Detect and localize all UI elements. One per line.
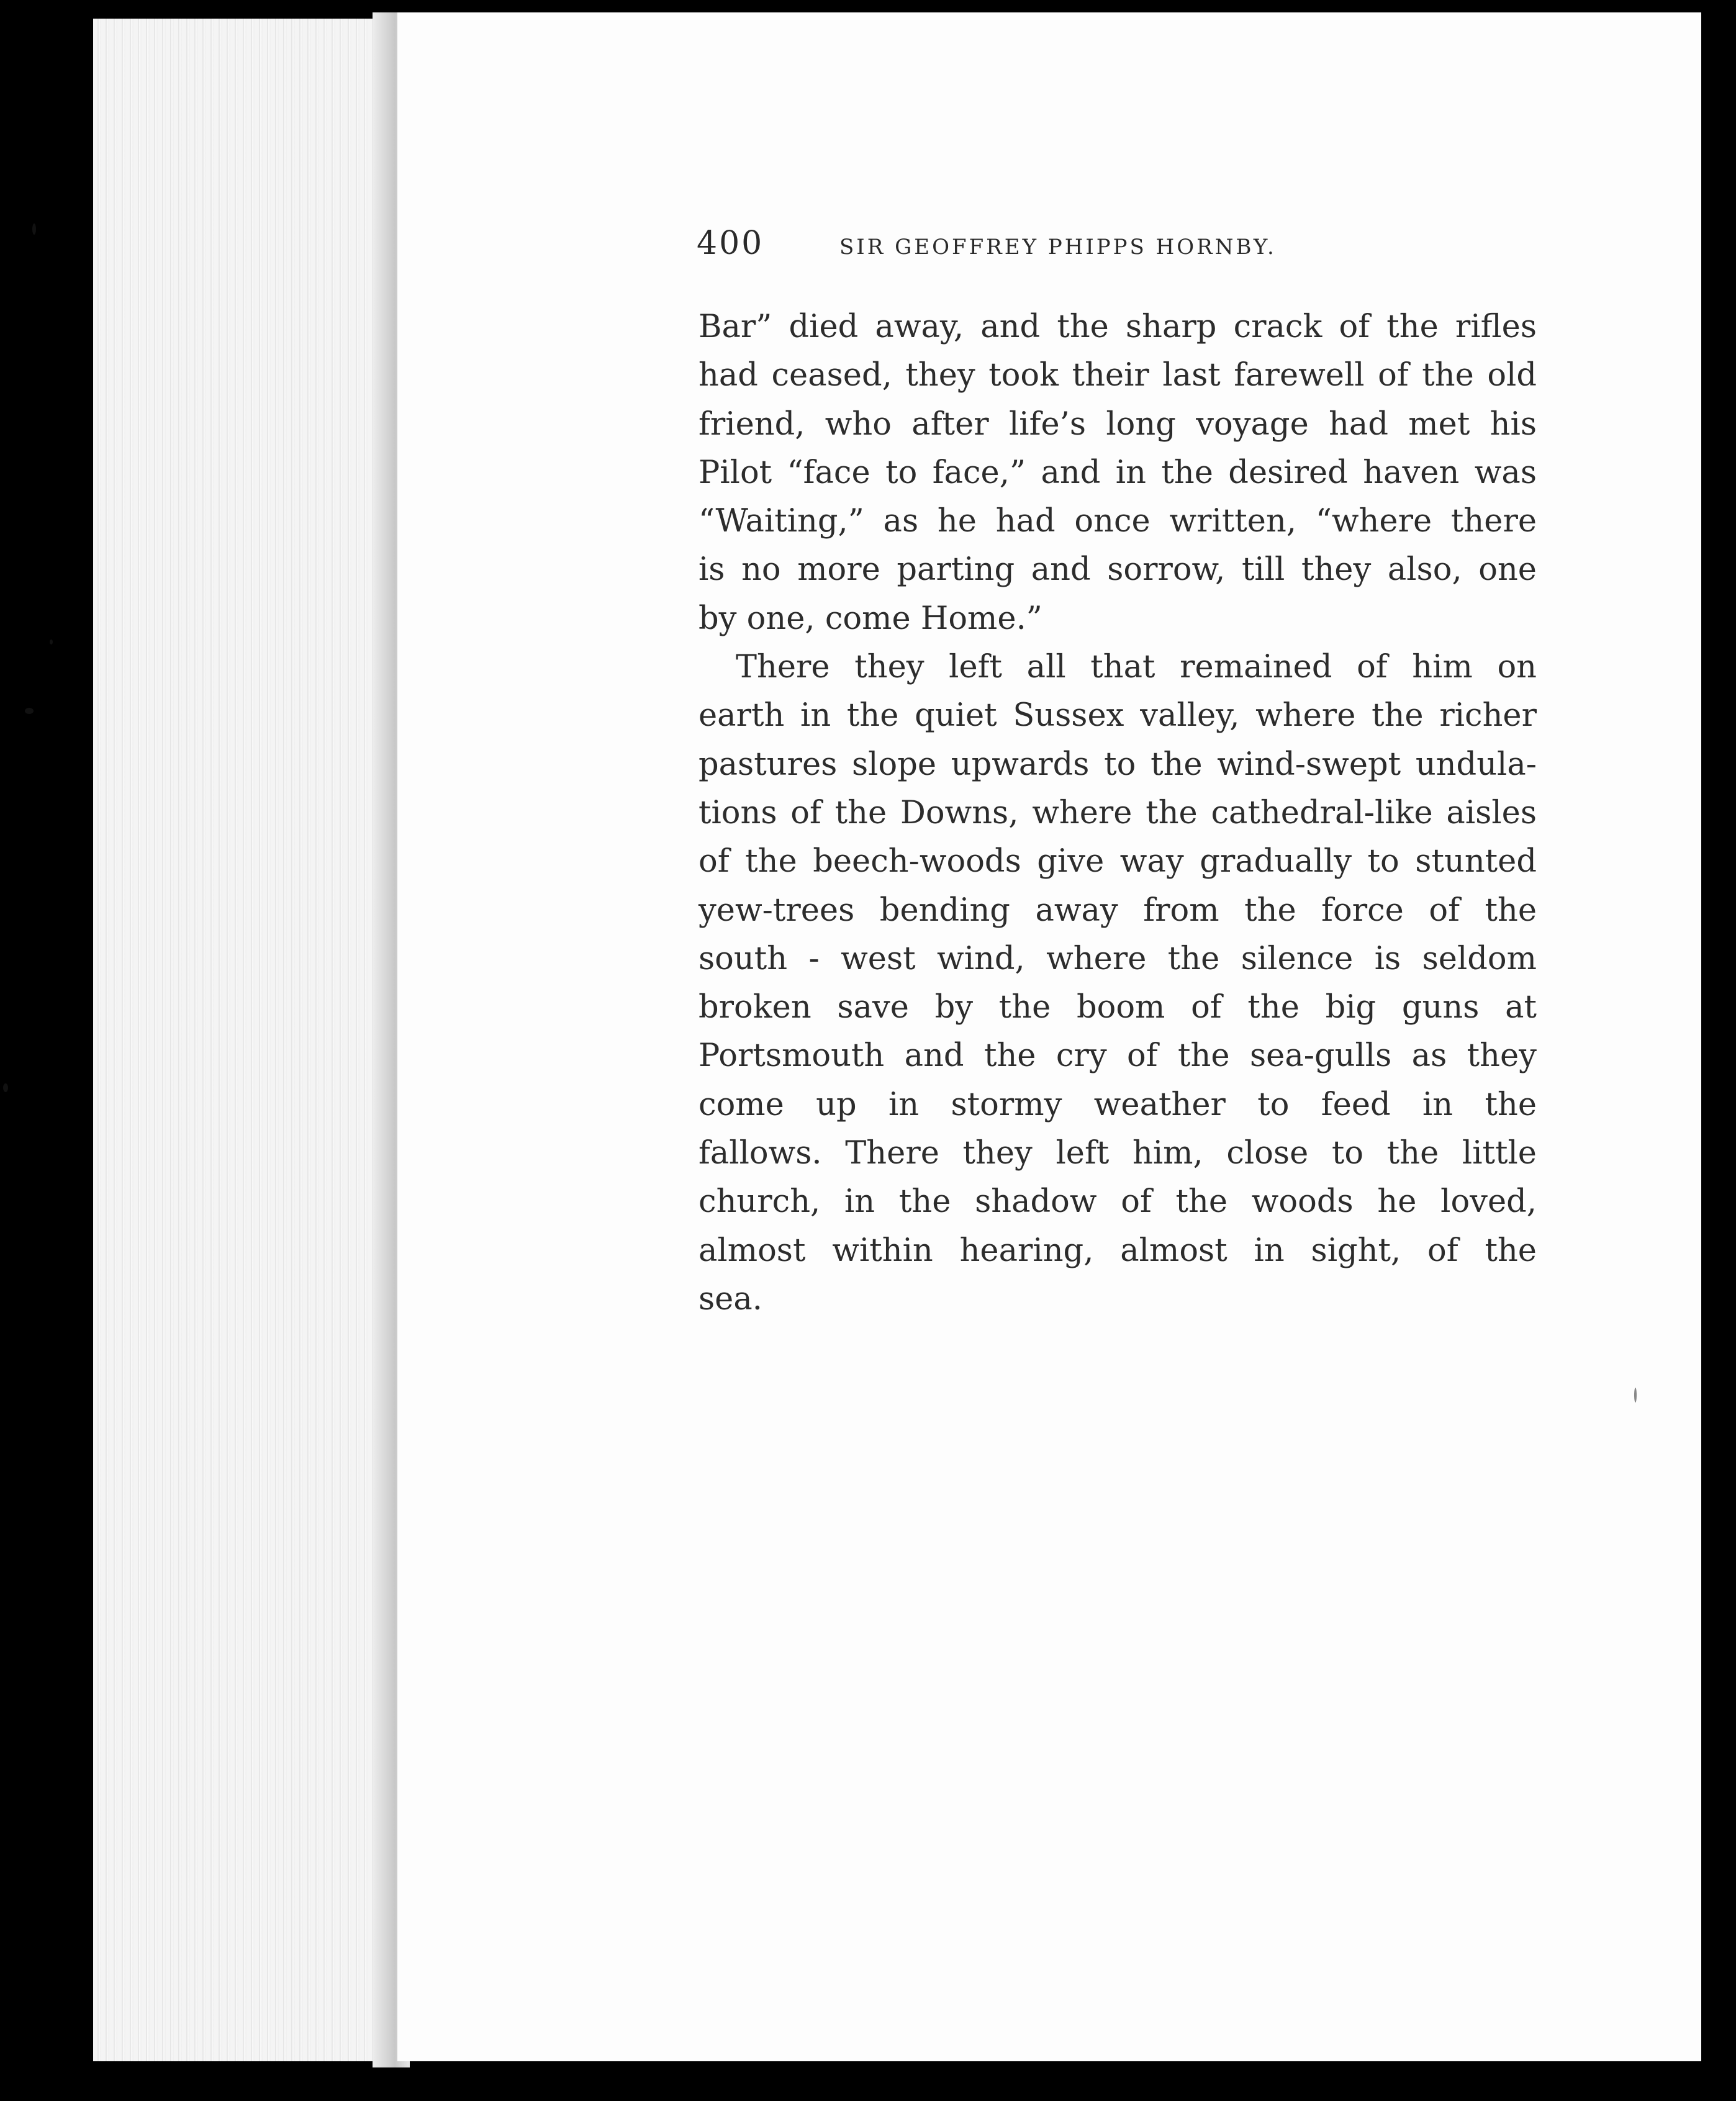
text-line: is no more parting and sorrow, till they also, one (698, 551, 1537, 589)
text-line: come up in stormy weather to feed in the (698, 1086, 1537, 1123)
text-line: yew-trees bending away from the force of the (698, 892, 1537, 929)
page-number: 400 (697, 225, 764, 262)
scan-top-border (0, 0, 1736, 14)
scan-right-border (1701, 0, 1736, 2101)
text-line: friend, who after life’s long voyage had met his (698, 405, 1537, 443)
text-line: almost within hearing, almost in sight, of the (698, 1232, 1537, 1269)
scan-speck (32, 224, 36, 235)
text-line: church, in the shadow of the woods he loved, (698, 1183, 1537, 1221)
running-head: SIR GEOFFREY PHIPPS HORNBY. (839, 235, 1277, 260)
text-line: broken save by the boom of the big guns at (698, 989, 1537, 1026)
scan-speck (1634, 1388, 1637, 1403)
paragraph (698, 303, 1537, 643)
page-header (697, 217, 1541, 273)
text-line: by one, come Home.” (698, 600, 1042, 637)
scan-speck (50, 639, 53, 644)
text-line: south - west wind, where the silence is seldom (698, 940, 1537, 977)
text-line: Bar” died away, and the sharp crack of the rifles (698, 309, 1537, 345)
text-line: had ceased, they took their last farewell of the old (698, 357, 1537, 394)
text-line: Portsmouth and the cry of the sea-gulls as they (698, 1037, 1537, 1075)
text-line: fallows. There they left him, close to the little (698, 1135, 1537, 1172)
scan-bottom-border (0, 2067, 1736, 2101)
scan-speck (3, 1083, 8, 1092)
text-line: “Waiting,” as he had once written, “where there (698, 503, 1537, 540)
text-line: tions of the Downs, where the cathedral-like aisles (698, 794, 1537, 831)
book-page-edges (93, 19, 404, 2061)
text-line: earth in the quiet Sussex valley, where the richer (698, 697, 1537, 734)
text-line: pastures slope upwards to the wind-swept undula- (698, 746, 1537, 783)
scan-speck (25, 708, 34, 714)
text-line: Pilot “face to face,” and in the desired haven was (698, 454, 1537, 491)
paragraph (698, 643, 1537, 1324)
body-text (698, 303, 1537, 1324)
text-line: There they left all that remained of him on (736, 649, 1537, 686)
text-line: of the beech-woods give way gradually to stunted (698, 843, 1537, 880)
text-line: sea. (698, 1280, 762, 1317)
